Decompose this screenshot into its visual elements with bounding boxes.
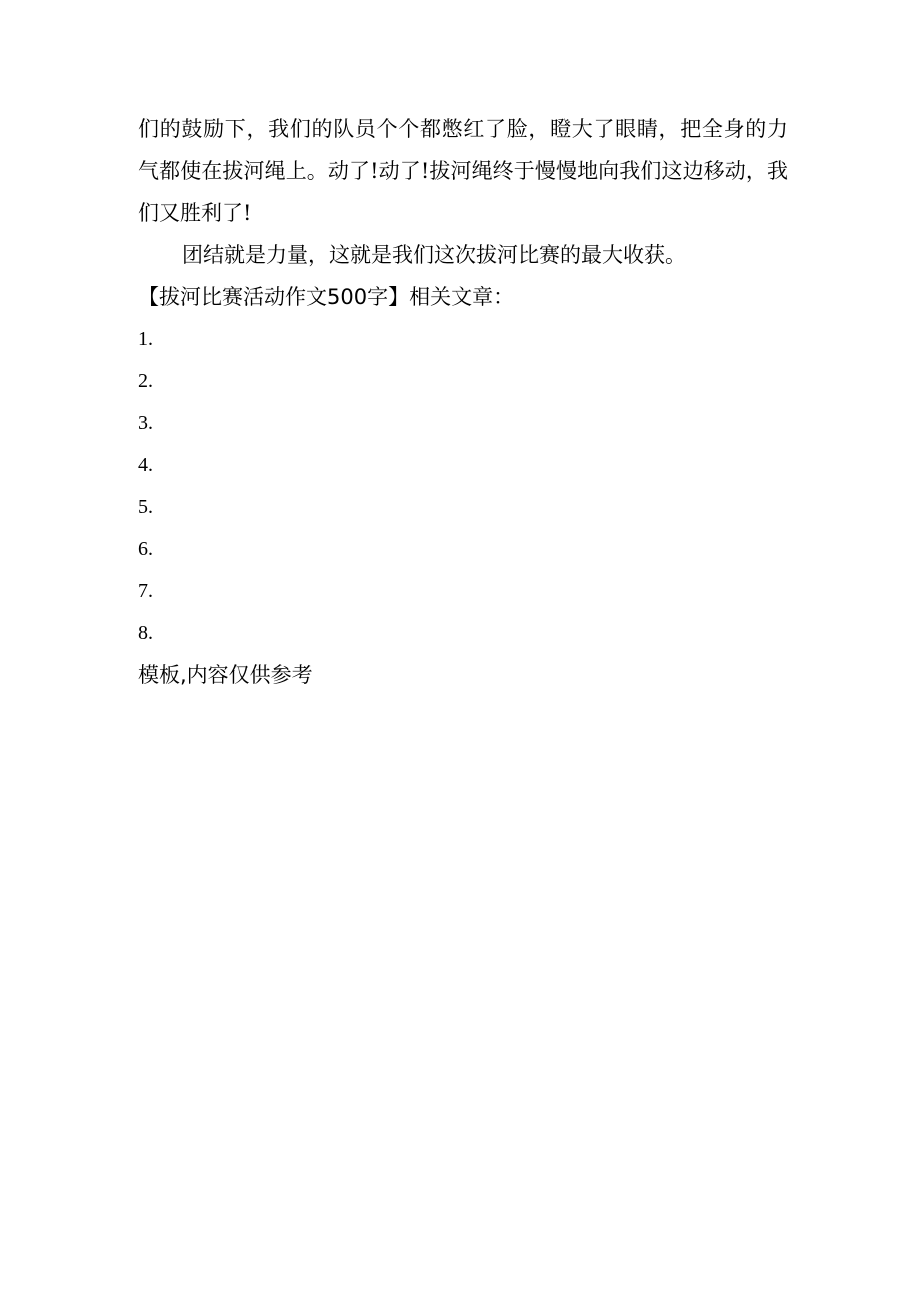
related-article-item[interactable]: 2.: [138, 370, 153, 392]
related-article-item[interactable]: 1.: [138, 328, 153, 350]
related-article-item[interactable]: 5.: [138, 496, 153, 518]
body-paragraph: 们的鼓励下，我们的队员个个都憋红了脸，瞪大了眼睛，把全身的力气都使在拔河绳上。动了!动了!拔河绳终于慢慢地向我们这边移动，我们又胜利了!: [138, 117, 788, 225]
related-article-item[interactable]: 4.: [138, 454, 153, 476]
related-articles-heading: 【拔河比赛活动作文500字】相关文章：: [138, 285, 515, 309]
related-article-item[interactable]: 8.: [138, 622, 153, 644]
related-article-item[interactable]: 6.: [138, 538, 153, 560]
body-paragraph-conclusion: 团结就是力量，这就是我们这次拔河比赛的最大收获。: [182, 243, 686, 267]
related-articles-list: [138, 318, 788, 654]
related-article-item[interactable]: 3.: [138, 412, 153, 434]
document-body: [138, 108, 788, 696]
template-disclaimer: 模板,内容仅供参考: [138, 663, 313, 687]
related-article-item[interactable]: 7.: [138, 580, 153, 602]
